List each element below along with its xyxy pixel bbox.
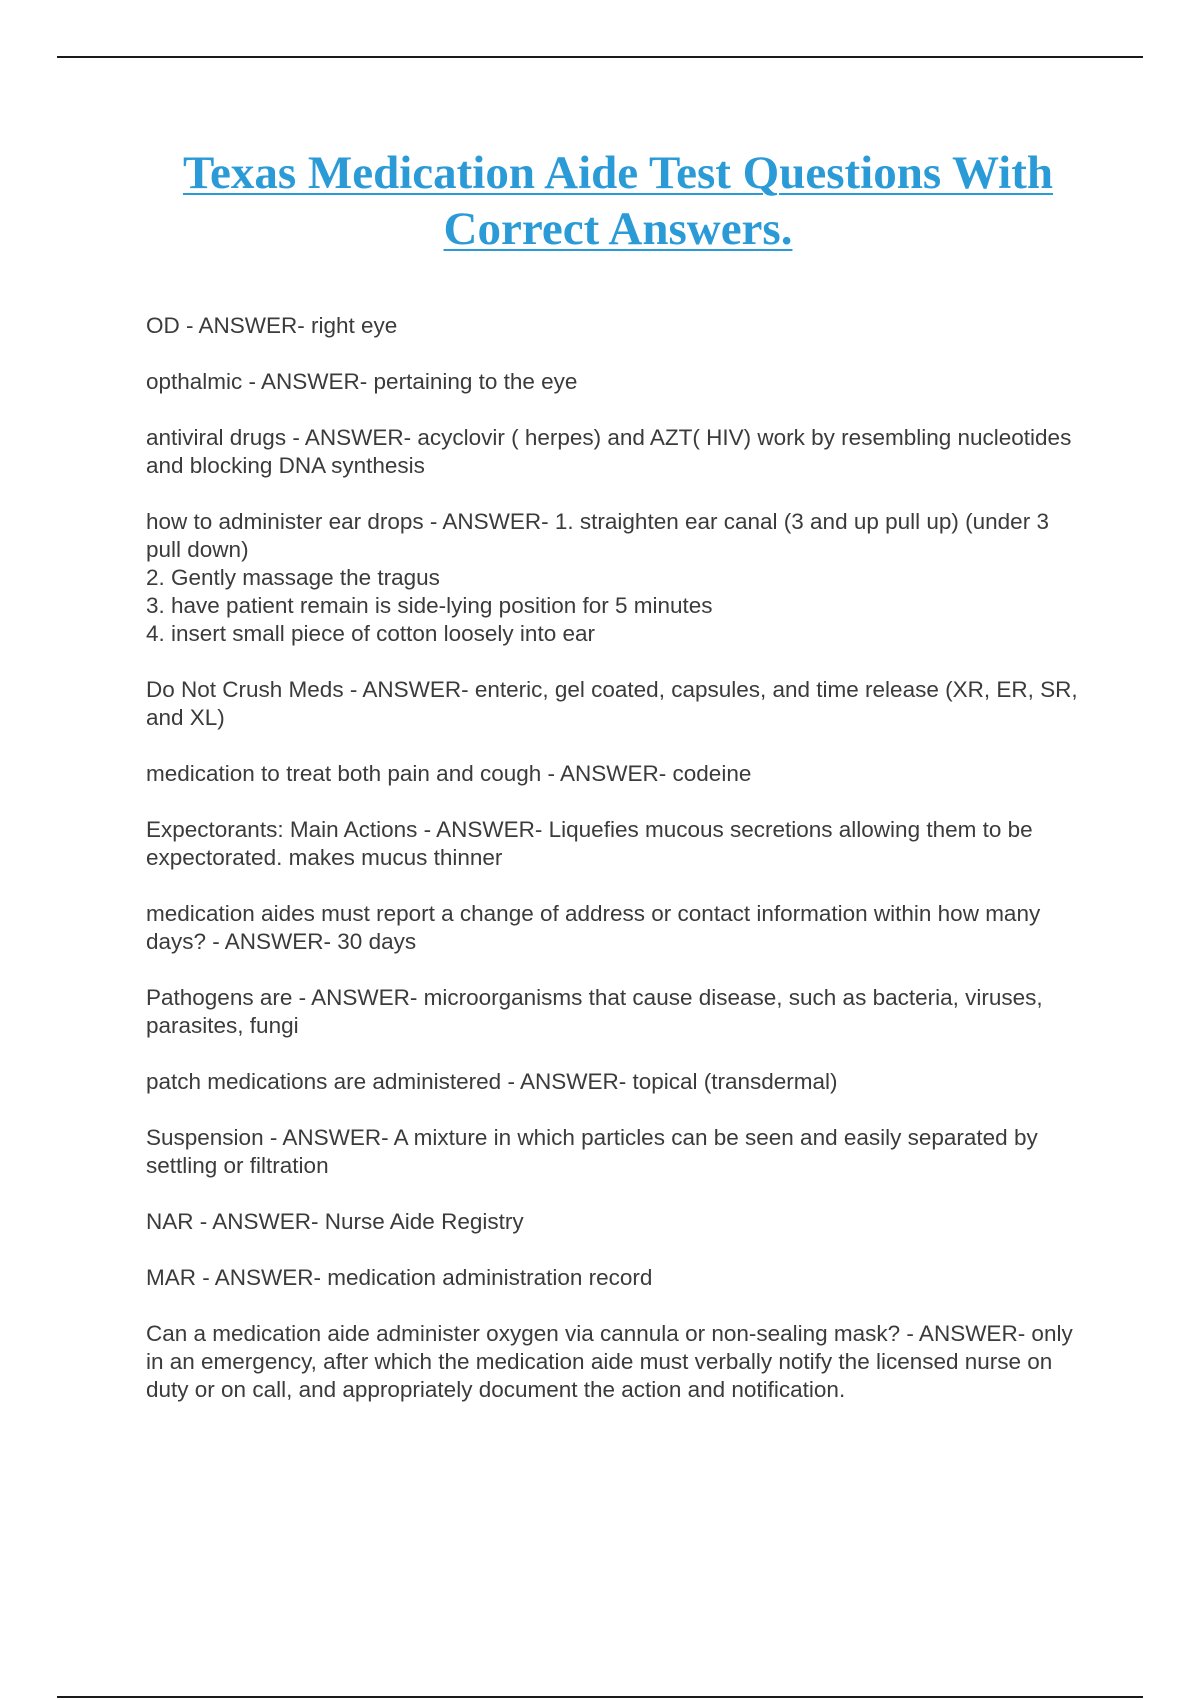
qa-item: medication to treat both pain and cough - ANSWER- codeine: [146, 761, 752, 786]
qa-item: medication aides must report a change of address or contact information within how many days? - ANSWER- 30 days: [146, 901, 1041, 954]
qa-item: opthalmic - ANSWER- pertaining to the eye: [146, 369, 578, 394]
bottom-rule: [57, 1696, 1143, 1698]
qa-item: NAR - ANSWER- Nurse Aide Registry: [146, 1209, 524, 1234]
qa-list: [146, 312, 1086, 1432]
qa-item: Expectorants: Main Actions - ANSWER- Liquefies mucous secretions allowing them to be expectorated. makes mucus thinner: [146, 817, 1033, 870]
qa-item: Can a medication aide administer oxygen via cannula or non-sealing mask? - ANSWER- only in an emergency, after which the medication aide must verbally notify the licensed nurse on duty or on call, and appropriately document the action and notification.: [146, 1321, 1073, 1402]
qa-item: Do Not Crush Meds - ANSWER- enteric, gel coated, capsules, and time release (XR, ER, SR, and XL): [146, 677, 1078, 730]
document-title: Texas Medication Aide Test Questions With Correct Answers.: [182, 147, 1054, 255]
qa-item: MAR - ANSWER- medication administration record: [146, 1265, 653, 1290]
qa-item: patch medications are administered - ANSWER- topical (transdermal): [146, 1069, 838, 1094]
qa-item: OD - ANSWER- right eye: [146, 313, 398, 338]
top-rule: [57, 56, 1143, 58]
qa-item: antiviral drugs - ANSWER- acyclovir ( herpes) and AZT( HIV) work by resembling nucleotides and blocking DNA synthesis: [146, 425, 1072, 478]
qa-item: Suspension - ANSWER- A mixture in which particles can be seen and easily separated by settling or filtration: [146, 1125, 1038, 1178]
qa-item: Pathogens are - ANSWER- microorganisms that cause disease, such as bacteria, viruses, parasites, fungi: [146, 985, 1043, 1038]
qa-item: how to administer ear drops - ANSWER- 1. straighten ear canal (3 and up pull up) (under 3 pull down) 2. Gently massage the tragus 3. have patient remain is side-lying position for 5 minutes 4. insert small piece of cotton loosely into ear: [146, 509, 1049, 646]
